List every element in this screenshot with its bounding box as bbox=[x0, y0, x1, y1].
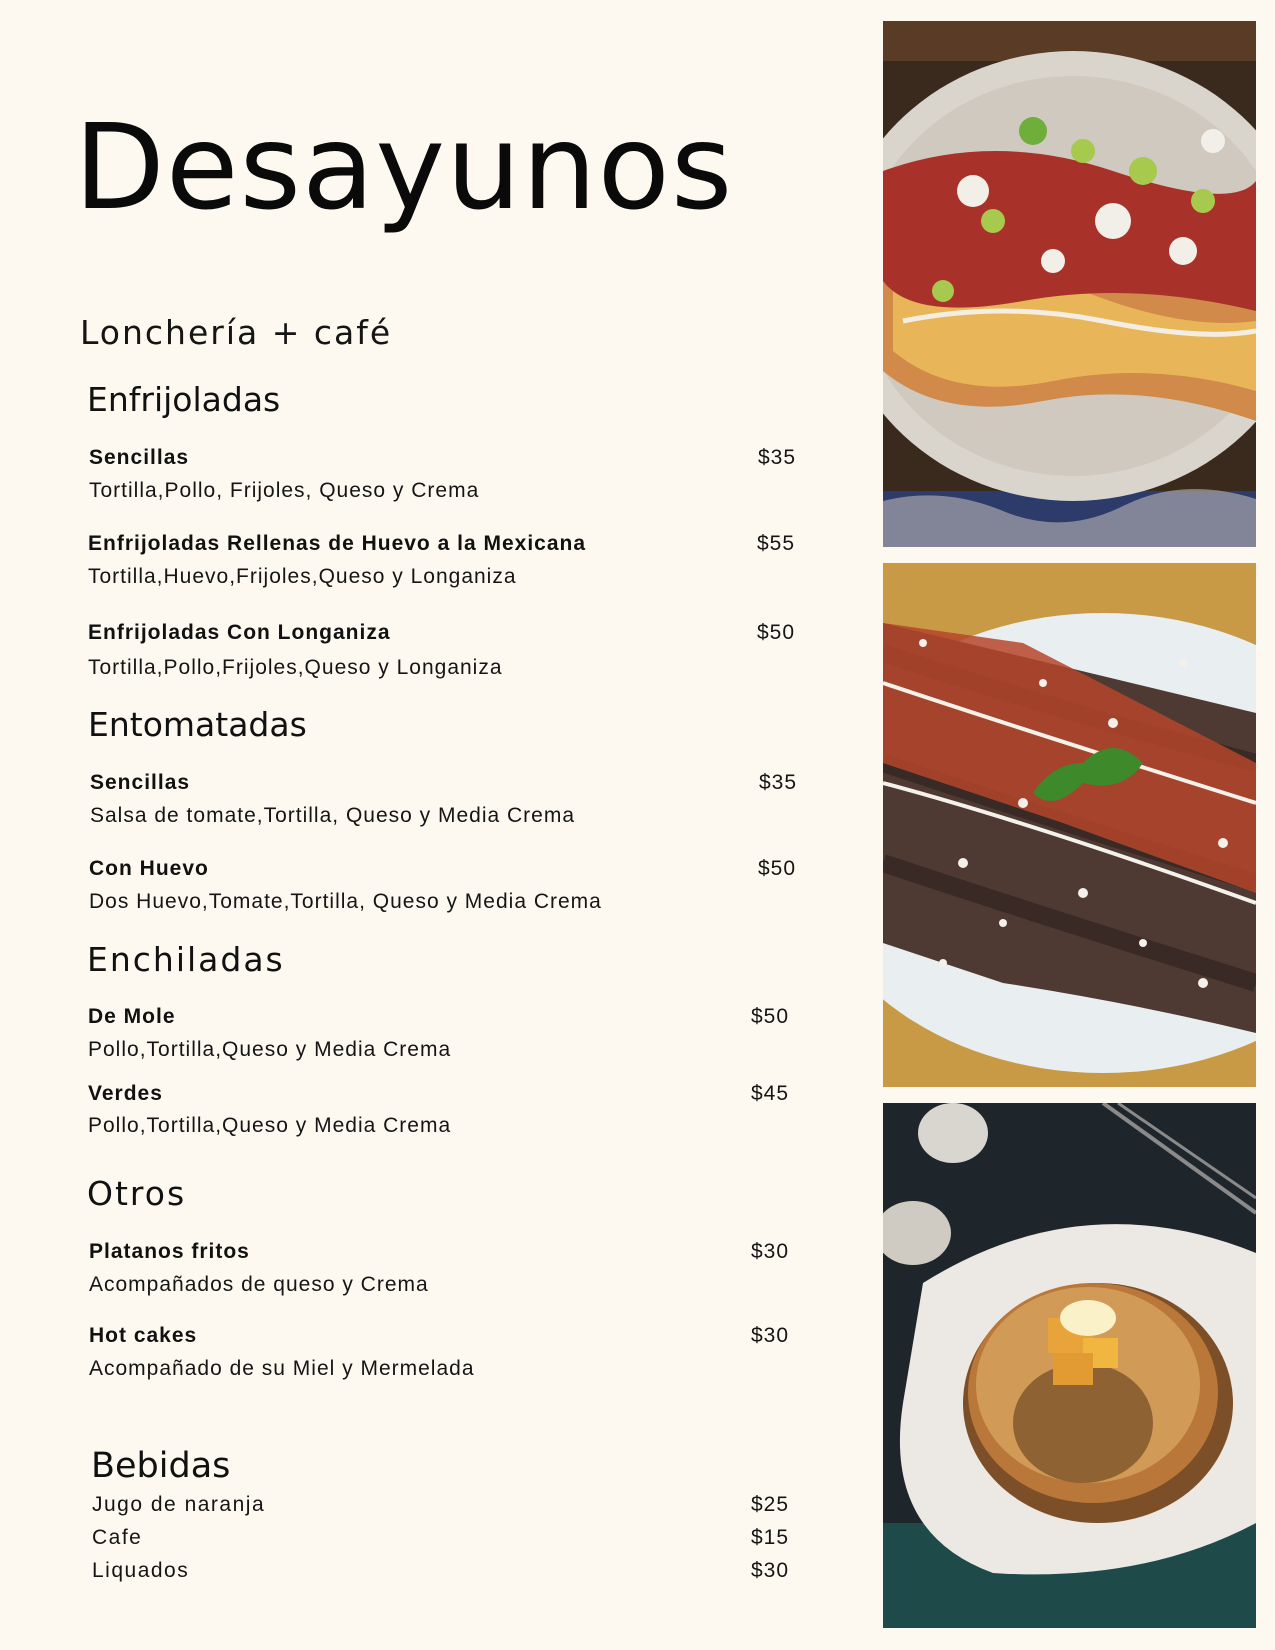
menu-item-price: $35 bbox=[758, 446, 797, 469]
menu-item-name: Platanos fritos bbox=[89, 1240, 250, 1263]
drink-name: Liquados bbox=[92, 1559, 190, 1582]
page-title: Desayunos bbox=[74, 98, 734, 236]
drink-price: $15 bbox=[751, 1526, 790, 1549]
menu-item-description: Tortilla,Pollo,Frijoles,Queso y Longaniza bbox=[88, 656, 503, 679]
menu-item-description: Acompañados de queso y Crema bbox=[89, 1273, 429, 1296]
menu-item-price: $50 bbox=[757, 621, 796, 644]
section-heading-otros: Otros bbox=[87, 1174, 187, 1213]
section-heading-entomatadas: Entomatadas bbox=[88, 705, 307, 744]
menu-item-price: $55 bbox=[757, 532, 796, 555]
menu-item-price: $50 bbox=[751, 1005, 790, 1028]
menu-item-price: $30 bbox=[751, 1240, 790, 1263]
drink-name: Cafe bbox=[92, 1526, 143, 1549]
drink-name: Jugo de naranja bbox=[92, 1493, 266, 1516]
menu-item-description: Dos Huevo,Tomate,Tortilla, Queso y Media Crema bbox=[89, 890, 602, 913]
section-heading-bebidas: Bebidas bbox=[91, 1446, 231, 1486]
menu-item-description: Tortilla,Pollo, Frijoles, Queso y Crema bbox=[89, 479, 480, 502]
menu-item-name: Enfrijoladas Con Longaniza bbox=[88, 621, 391, 644]
menu-item-name: Hot cakes bbox=[89, 1324, 198, 1347]
menu-item-name: Sencillas bbox=[90, 771, 191, 794]
menu-item-description: Pollo,Tortilla,Queso y Media Crema bbox=[88, 1038, 452, 1061]
mole-enchiladas-photo bbox=[883, 563, 1256, 1087]
section-heading-enfrijoladas: Enfrijoladas bbox=[87, 380, 281, 419]
menu-item-price: $50 bbox=[758, 857, 797, 880]
drink-price: $25 bbox=[751, 1493, 790, 1516]
menu-item-name: De Mole bbox=[88, 1005, 176, 1028]
menu-item-price: $35 bbox=[759, 771, 798, 794]
menu-item-name: Enfrijoladas Rellenas de Huevo a la Mexicana bbox=[88, 532, 587, 555]
menu-item-description: Tortilla,Huevo,Frijoles,Queso y Longaniza bbox=[88, 565, 517, 588]
menu-item-description: Pollo,Tortilla,Queso y Media Crema bbox=[88, 1114, 452, 1137]
menu-item-description: Salsa de tomate,Tortilla, Queso y Media Crema bbox=[90, 804, 576, 827]
drink-price: $30 bbox=[751, 1559, 790, 1582]
menu-item-name: Verdes bbox=[88, 1082, 163, 1105]
menu-item-price: $45 bbox=[751, 1082, 790, 1105]
menu-item-price: $30 bbox=[751, 1324, 790, 1347]
section-heading-enchiladas: Enchiladas bbox=[87, 940, 285, 979]
menu-item-description: Acompañado de su Miel y Mermelada bbox=[89, 1357, 475, 1380]
hot-cakes-photo bbox=[883, 1103, 1256, 1628]
page-subtitle: Lonchería + café bbox=[80, 313, 393, 352]
enfrijoladas-photo bbox=[883, 21, 1256, 547]
menu-item-name: Sencillas bbox=[89, 446, 190, 469]
menu-item-name: Con Huevo bbox=[89, 857, 209, 880]
